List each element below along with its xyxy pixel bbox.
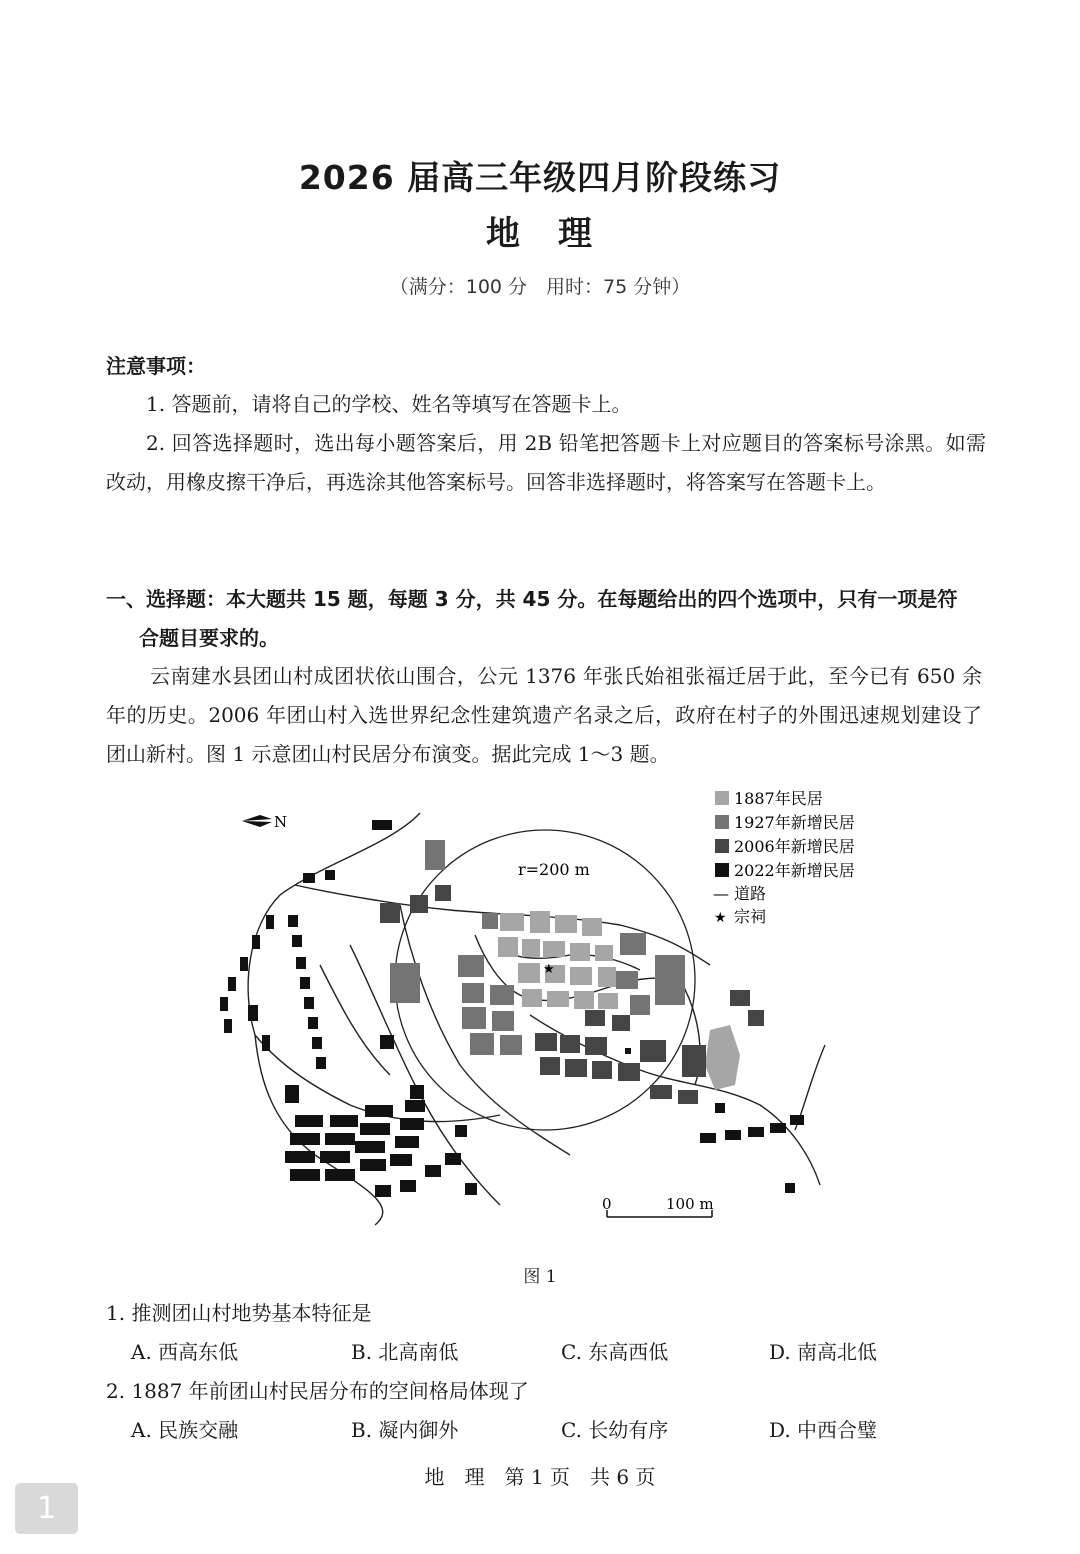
legend-road-label: 道路 — [734, 884, 767, 903]
q2-option-d[interactable]: D. 中西合璧 — [769, 1418, 878, 1442]
scale-bar — [602, 1195, 714, 1217]
legend-label-2022: 2022年新增民居 — [734, 861, 855, 880]
section-heading: 一、选择题：本大题共 15 题，每题 3 分，共 45 分。在每题给出的四个选项中，只有一项是符 — [106, 587, 958, 611]
legend-road-icon: — — [713, 884, 729, 903]
question-1-stem: 1. 推测团山村地势基本特征是 — [106, 1301, 372, 1325]
radius-label: r=200 m — [518, 860, 590, 879]
q2-option-a[interactable]: A. 民族交融 — [131, 1418, 239, 1442]
page-footer: 地 理 第 1 页 共 6 页 — [424, 1465, 656, 1489]
legend-swatch-2022 — [715, 863, 729, 877]
shrine-star-icon: ★ — [543, 962, 555, 977]
north-label: N — [274, 813, 288, 831]
figure-caption: 图 1 — [523, 1267, 557, 1287]
legend-label-1927: 1927年新增民居 — [734, 813, 855, 832]
legend-label-1887: 1887年民居 — [734, 789, 823, 808]
page-number-badge[interactable]: 1 — [15, 1483, 78, 1534]
section-heading-cont: 合题目要求的。 — [139, 626, 279, 650]
q1-option-c[interactable]: C. 东高西低 — [561, 1340, 669, 1364]
q1-option-a[interactable]: A. 西高东低 — [131, 1340, 239, 1364]
q1-option-d[interactable]: D. 南高北低 — [769, 1340, 878, 1364]
subject-title: 地 理 — [486, 214, 594, 254]
exam-title: 2026 届高三年级四月阶段练习 — [298, 158, 782, 197]
legend-label-2006: 2006年新增民居 — [734, 837, 855, 856]
question-2-stem: 2. 1887 年前团山村民居分布的空间格局体现了 — [106, 1379, 529, 1403]
notice-heading: 注意事项： — [106, 354, 206, 378]
map-legend — [713, 789, 855, 926]
legend-shrine-icon: ★ — [714, 910, 727, 926]
legend-swatch-1887 — [715, 791, 729, 805]
score-info: （满分：100 分 用时：75 分钟） — [389, 276, 691, 298]
scale-distance-label: 100 m — [666, 1195, 714, 1213]
notice-item-2: 2. 回答选择题时，选出每小题答案后，用 2B 铅笔把答题卡上对应题目的答案标号涂黑。如需改动，用橡皮擦干净后，再选涂其他答案标号。回答非选择题时，将答案写在答题卡上。 — [106, 431, 986, 494]
legend-swatch-1927 — [715, 815, 729, 829]
scale-zero-label: 0 — [602, 1195, 612, 1213]
village-map-figure — [200, 785, 855, 1245]
legend-shrine-label: 宗祠 — [734, 907, 767, 926]
legend-swatch-2006 — [715, 839, 729, 853]
q2-option-b[interactable]: B. 凝内御外 — [351, 1418, 459, 1442]
north-arrow-icon — [242, 813, 287, 831]
q1-option-b[interactable]: B. 北高南低 — [351, 1340, 459, 1364]
q2-option-c[interactable]: C. 长幼有序 — [561, 1418, 669, 1442]
notice-item-1: 1. 答题前，请将自己的学校、姓名等填写在答题卡上。 — [146, 392, 632, 416]
question-intro: 云南建水县团山村成团状依山围合，公元 1376 年张氏始祖张福迁居于此，至今已有 650 余年的历史。2006 年团山村入选世界纪念性建筑遗产名录之后，政府在村子的外围迅速规划建设了团山新村。图 1 示意团山村民居分布演变。据此完成 1～3 题。 — [106, 664, 982, 766]
